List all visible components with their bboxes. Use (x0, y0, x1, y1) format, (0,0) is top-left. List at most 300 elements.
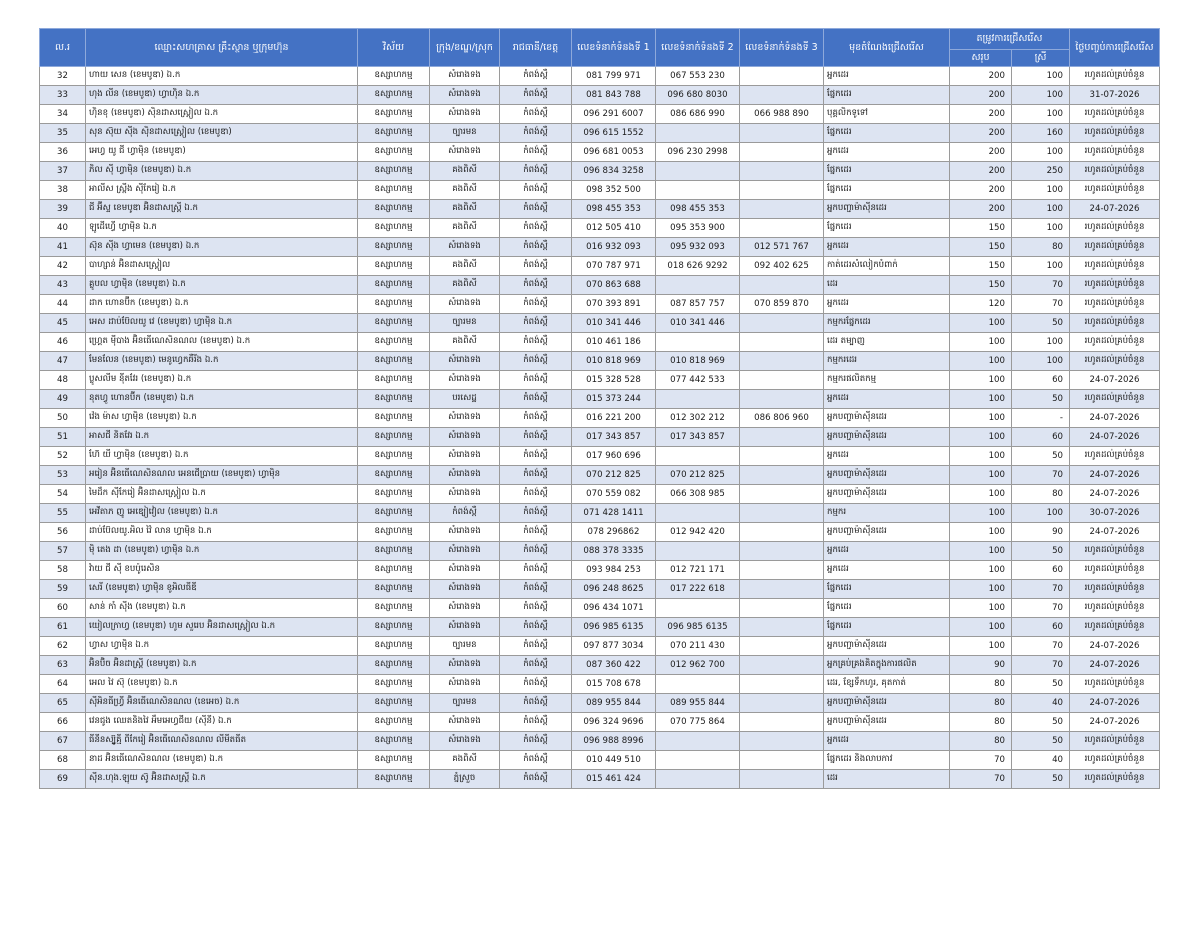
row-number-cell: 36 (40, 143, 86, 162)
row-number-cell: 48 (40, 371, 86, 390)
sector-cell: ឧស្សាហកម្ម (358, 428, 430, 447)
phone1-cell: 096 681 0053 (572, 143, 656, 162)
header-no: ល.រ (40, 29, 86, 67)
district-cell: សំរោងទង (430, 713, 500, 732)
phone2-cell: 096 680 8030 (656, 86, 740, 105)
phone2-cell (656, 162, 740, 181)
female-count-cell: 100 (1012, 504, 1070, 523)
female-count-cell: 50 (1012, 390, 1070, 409)
phone3-cell (740, 143, 824, 162)
phone2-cell: 012 721 171 (656, 561, 740, 580)
phone2-cell (656, 542, 740, 561)
total-count-cell: 200 (950, 105, 1012, 124)
row-number-cell: 55 (40, 504, 86, 523)
province-cell: កំពង់ស្ពឺ (500, 105, 572, 124)
phone2-cell (656, 181, 740, 200)
phone1-cell: 016 932 093 (572, 238, 656, 257)
deadline-cell: រហូតដល់គ្រប់ចំនួន (1070, 257, 1160, 276)
company-name-cell: ហាយ សេន (ខេមបូឌា) ឯ.ក (86, 67, 358, 86)
position-cell: កាត់ដេរសំលៀកបំពាក់ (824, 257, 950, 276)
company-name-cell: អេវីតាភ ញូ អេឌ្យៀវៀល (ខេមបូឌា) ឯ.ក (86, 504, 358, 523)
female-count-cell: 100 (1012, 143, 1070, 162)
company-name-cell: ដាប់ប៊ែលយូ.អិល វ៉ៃ លាន ហ្វាម៉ិន ឯ.ក (86, 523, 358, 542)
phone3-cell (740, 561, 824, 580)
province-cell: កំពង់ស្ពឺ (500, 599, 572, 618)
province-cell: កំពង់ស្ពឺ (500, 542, 572, 561)
company-name-cell: អរៀន អ៊ិនធើណេសិនណល អេនជើប្រាយ (ខេមបូឌា) ហ្វាម៉ិន (86, 466, 358, 485)
position-cell: កម្មករ (824, 504, 950, 523)
header-female: ស្រី (1012, 50, 1070, 67)
row-number-cell: 49 (40, 390, 86, 409)
position-cell: អ្នកដេរ (824, 447, 950, 466)
table-row (40, 409, 1160, 428)
sector-cell: ឧស្សាហកម្ម (358, 694, 430, 713)
deadline-cell: 31-07-2026 (1070, 86, 1160, 105)
phone3-cell (740, 713, 824, 732)
row-number-cell: 60 (40, 599, 86, 618)
table-row (40, 485, 1160, 504)
phone2-cell: 096 985 6135 (656, 618, 740, 637)
position-cell: អ្នកដេរ (824, 67, 950, 86)
sector-cell: ឧស្សាហកម្ម (358, 86, 430, 105)
phone1-cell: 093 984 253 (572, 561, 656, 580)
total-count-cell: 100 (950, 523, 1012, 542)
header-phone1: លេខទំនាក់ទំនងទី 1 (572, 29, 656, 67)
sector-cell: ឧស្សាហកម្ម (358, 162, 430, 181)
phone2-cell: 070 212 825 (656, 466, 740, 485)
company-name-cell: អាលីស ស្ព្រីង ស៊ីកែរៀ ឯ.ក (86, 181, 358, 200)
company-name-cell: អេស ដាប់ប៊ែលយូ វេ (ខេមបូឌា) ហ្វាម៉ិន ឯ.ក (86, 314, 358, 333)
deadline-cell: រហូតដល់គ្រប់ចំនួន (1070, 181, 1160, 200)
deadline-cell: រហូតដល់គ្រប់ចំនួន (1070, 238, 1160, 257)
district-cell: ច្បារមន (430, 314, 500, 333)
sector-cell: ឧស្សាហកម្ម (358, 143, 430, 162)
province-cell: កំពង់ស្ពឺ (500, 86, 572, 105)
deadline-cell: 24-07-2026 (1070, 523, 1160, 542)
row-number-cell: 50 (40, 409, 86, 428)
row-number-cell: 37 (40, 162, 86, 181)
phone3-cell (740, 523, 824, 542)
district-cell: សំរោងទង (430, 656, 500, 675)
district-cell: សំរោងទង (430, 618, 500, 637)
company-name-cell: សាន់ កាំ ស៊ីង (ខេមបូឌា) ឯ.ក (86, 599, 358, 618)
deadline-cell: រហូតដល់គ្រប់ចំនួន (1070, 580, 1160, 599)
district-cell: សំរោងទង (430, 295, 500, 314)
district-cell: ភ្នំស្រួច (430, 770, 500, 789)
phone3-cell (740, 637, 824, 656)
province-cell: កំពង់ស្ពឺ (500, 257, 572, 276)
phone2-cell: 086 686 990 (656, 105, 740, 124)
phone2-cell: 066 308 985 (656, 485, 740, 504)
phone1-cell: 098 352 500 (572, 181, 656, 200)
table-row (40, 333, 1160, 352)
row-number-cell: 68 (40, 751, 86, 770)
province-cell: កំពង់ស្ពឺ (500, 637, 572, 656)
company-name-cell: អ៊ិនប៊ិច អ៊ិនដាស្ត្រី (ខេមបូឌា) ឯ.ក (86, 656, 358, 675)
phone2-cell: 012 302 212 (656, 409, 740, 428)
phone2-cell (656, 732, 740, 751)
table-row (40, 466, 1160, 485)
deadline-cell: 24-07-2026 (1070, 466, 1160, 485)
row-number-cell: 65 (40, 694, 86, 713)
row-number-cell: 35 (40, 124, 86, 143)
female-count-cell: 40 (1012, 751, 1070, 770)
female-count-cell: 80 (1012, 238, 1070, 257)
phone2-cell (656, 333, 740, 352)
district-cell: សំរោងទង (430, 352, 500, 371)
phone1-cell: 015 373 244 (572, 390, 656, 409)
phone2-cell (656, 276, 740, 295)
header-company: ឈ្មោះសហគ្រាស គ្រឹះស្ថាន ឬក្រុមហ៊ុន (86, 29, 358, 67)
position-cell: អ្នកបញ្ជាម៉ាស៊ីនដេរ (824, 200, 950, 219)
phone2-cell: 010 341 446 (656, 314, 740, 333)
deadline-cell: រហូតដល់គ្រប់ចំនួន (1070, 542, 1160, 561)
deadline-cell: រហូតដល់គ្រប់ចំនួន (1070, 143, 1160, 162)
total-count-cell: 100 (950, 371, 1012, 390)
row-number-cell: 66 (40, 713, 86, 732)
phone1-cell: 088 378 3335 (572, 542, 656, 561)
female-count-cell: 70 (1012, 295, 1070, 314)
total-count-cell: 100 (950, 618, 1012, 637)
sector-cell: ឧស្សាហកម្ម (358, 371, 430, 390)
recruitment-table (39, 28, 1160, 789)
phone3-cell (740, 618, 824, 637)
phone3-cell (740, 276, 824, 295)
sector-cell: ឧស្សាហកម្ម (358, 276, 430, 295)
position-cell: ផ្នែកដេរ (824, 124, 950, 143)
company-name-cell: គ្លូបល ហ្វាម៉ិន (ខេមបូឌា) ឯ.ក (86, 276, 358, 295)
row-number-cell: 61 (40, 618, 86, 637)
table-row (40, 751, 1160, 770)
position-cell: ផ្នែកដេរ (824, 618, 950, 637)
table-row (40, 542, 1160, 561)
phone1-cell: 070 393 891 (572, 295, 656, 314)
total-count-cell: 100 (950, 599, 1012, 618)
company-name-cell: នាដ អ៊ិនធើណេសិនណល (ខេមបូឌា) ឯ.ក (86, 751, 358, 770)
deadline-cell: 24-07-2026 (1070, 637, 1160, 656)
phone2-cell (656, 124, 740, 143)
table-row (40, 561, 1160, 580)
total-count-cell: 100 (950, 428, 1012, 447)
deadline-cell: រហូតដល់គ្រប់ចំនួន (1070, 105, 1160, 124)
sector-cell: ឧស្សាហកម្ម (358, 257, 430, 276)
deadline-cell: រហូតដល់គ្រប់ចំនួន (1070, 561, 1160, 580)
phone2-cell (656, 504, 740, 523)
table-row (40, 181, 1160, 200)
table-row (40, 675, 1160, 694)
row-number-cell: 59 (40, 580, 86, 599)
phone2-cell (656, 675, 740, 694)
total-count-cell: 100 (950, 447, 1012, 466)
total-count-cell: 70 (950, 770, 1012, 789)
phone3-cell (740, 732, 824, 751)
sector-cell: ឧស្សាហកម្ម (358, 732, 430, 751)
phone3-cell (740, 219, 824, 238)
deadline-cell: រហូតដល់គ្រប់ចំនួន (1070, 599, 1160, 618)
sector-cell: ឧស្សាហកម្ម (358, 675, 430, 694)
district-cell: សំរោងទង (430, 561, 500, 580)
sector-cell: ឧស្សាហកម្ម (358, 656, 430, 675)
deadline-cell: រហូតដល់គ្រប់ចំនួន (1070, 352, 1160, 371)
company-name-cell: ស៊ីន.ហុង.ឡុយ ស៊ូ អ៊ិនដាសស្ត្រី ឯ.ក (86, 770, 358, 789)
company-name-cell: នុតហ្វូ ហោនប៊ីក (ខេមបូឌា) ឯ.ក (86, 390, 358, 409)
district-cell: ច្បារមន (430, 694, 500, 713)
sector-cell: ឧស្សាហកម្ម (358, 105, 430, 124)
female-count-cell: 100 (1012, 200, 1070, 219)
phone3-cell (740, 466, 824, 485)
female-count-cell: 100 (1012, 105, 1070, 124)
province-cell: កំពង់ស្ពឺ (500, 390, 572, 409)
province-cell: កំពង់ស្ពឺ (500, 675, 572, 694)
phone3-cell: 086 806 960 (740, 409, 824, 428)
phone1-cell: 070 559 082 (572, 485, 656, 504)
position-cell: អ្នកបញ្ជាម៉ាស៊ីនដេរ (824, 637, 950, 656)
sector-cell: ឧស្សាហកម្ម (358, 618, 430, 637)
female-count-cell: 50 (1012, 732, 1070, 751)
phone3-cell (740, 390, 824, 409)
company-name-cell: សេរី (ខេមបូឌា) ហ្វាម៉ិន ខូអិលធីឌី (86, 580, 358, 599)
deadline-cell: 24-07-2026 (1070, 656, 1160, 675)
deadline-cell: រហូតដល់គ្រប់ចំនួន (1070, 447, 1160, 466)
position-cell: អ្នកដេរ (824, 542, 950, 561)
total-count-cell: 100 (950, 333, 1012, 352)
sector-cell: ឧស្សាហកម្ម (358, 542, 430, 561)
deadline-cell: 24-07-2026 (1070, 485, 1160, 504)
phone3-cell (740, 162, 824, 181)
phone3-cell (740, 352, 824, 371)
phone1-cell: 017 343 857 (572, 428, 656, 447)
position-cell: អ្នកបញ្ជាម៉ាស៊ីនដេរ (824, 523, 950, 542)
phone2-cell: 070 775 864 (656, 713, 740, 732)
header-phone2: លេខទំនាក់ទំនងទី 2 (656, 29, 740, 67)
sector-cell: ឧស្សាហកម្ម (358, 200, 430, 219)
row-number-cell: 33 (40, 86, 86, 105)
table-row (40, 371, 1160, 390)
table-row (40, 390, 1160, 409)
phone2-cell (656, 751, 740, 770)
position-cell: អ្នកគ្រប់គ្រងគិតក្នុងការផលិត (824, 656, 950, 675)
phone1-cell: 096 985 6135 (572, 618, 656, 637)
sector-cell: ឧស្សាហកម្ម (358, 580, 430, 599)
header-position: មុខតំណែងជ្រើសរើស (824, 29, 950, 67)
phone3-cell (740, 181, 824, 200)
phone3-cell (740, 694, 824, 713)
deadline-cell: 24-07-2026 (1070, 409, 1160, 428)
district-cell: សំរោងទង (430, 485, 500, 504)
company-name-cell: ភិល ស៊ី ហ្វាម៉ិន (ខេមបូឌា) ឯ.ក (86, 162, 358, 181)
row-number-cell: 40 (40, 219, 86, 238)
deadline-cell: រហូតដល់គ្រប់ចំនួន (1070, 162, 1160, 181)
company-name-cell: ស៊ុន ស៊ីង ហ្វាមេន (ខេមបូឌា) ឯ.ក (86, 238, 358, 257)
female-count-cell: 60 (1012, 428, 1070, 447)
position-cell: ផ្នែកដេរ (824, 181, 950, 200)
row-number-cell: 67 (40, 732, 86, 751)
company-name-cell: ហ្គ្រេត ម៉ីបាង អ៊ិនធើណេសិនណល (ខេមបូឌា) ឯ.ក (86, 333, 358, 352)
position-cell: កម្មករផ្នែកដេរ (824, 314, 950, 333)
district-cell: សំរោងទង (430, 675, 500, 694)
female-count-cell: 60 (1012, 561, 1070, 580)
company-name-cell: ឡូដើហ្វើ ហ្វាម៉ិន ឯ.ក (86, 219, 358, 238)
sector-cell: ឧស្សាហកម្ម (358, 314, 430, 333)
phone1-cell: 017 960 696 (572, 447, 656, 466)
phone2-cell: 087 857 757 (656, 295, 740, 314)
female-count-cell: 100 (1012, 181, 1070, 200)
position-cell: អ្នកបញ្ជាម៉ាស៊ីនដេរ (824, 713, 950, 732)
position-cell: ផ្នែកដេរ (824, 162, 950, 181)
province-cell: កំពង់ស្ពឺ (500, 732, 572, 751)
position-cell: អ្នកដេរ (824, 238, 950, 257)
female-count-cell: - (1012, 409, 1070, 428)
total-count-cell: 90 (950, 656, 1012, 675)
female-count-cell: 100 (1012, 333, 1070, 352)
deadline-cell: រហូតដល់គ្រប់ចំនួន (1070, 295, 1160, 314)
phone2-cell: 095 932 093 (656, 238, 740, 257)
province-cell: កំពង់ស្ពឺ (500, 238, 572, 257)
province-cell: កំពង់ស្ពឺ (500, 181, 572, 200)
row-number-cell: 56 (40, 523, 86, 542)
table-row (40, 637, 1160, 656)
phone3-cell (740, 751, 824, 770)
total-count-cell: 120 (950, 295, 1012, 314)
position-cell: អ្នកដេរ (824, 561, 950, 580)
row-number-cell: 32 (40, 67, 86, 86)
province-cell: កំពង់ស្ពឺ (500, 314, 572, 333)
company-name-cell: ប្លូសលីម ន៉ីតវែរ (ខេមបូឌា) ឯ.ក (86, 371, 358, 390)
female-count-cell: 50 (1012, 314, 1070, 333)
total-count-cell: 100 (950, 390, 1012, 409)
province-cell: កំពង់ស្ពឺ (500, 276, 572, 295)
district-cell: សំរោងទង (430, 599, 500, 618)
province-cell: កំពង់ស្ពឺ (500, 485, 572, 504)
position-cell: ដេរ (824, 276, 950, 295)
deadline-cell: 30-07-2026 (1070, 504, 1160, 523)
female-count-cell: 70 (1012, 580, 1070, 599)
deadline-cell: រហូតដល់គ្រប់ចំនួន (1070, 67, 1160, 86)
district-cell: បរសេដ្ឋ (430, 390, 500, 409)
province-cell: កំពង់ស្ពឺ (500, 504, 572, 523)
district-cell: គងពិសី (430, 181, 500, 200)
phone3-cell: 066 988 890 (740, 105, 824, 124)
female-count-cell: 50 (1012, 770, 1070, 789)
phone3-cell (740, 580, 824, 599)
total-count-cell: 150 (950, 238, 1012, 257)
table-row (40, 276, 1160, 295)
table-row (40, 219, 1160, 238)
deadline-cell: 24-07-2026 (1070, 371, 1160, 390)
position-cell: អ្នកបញ្ជាម៉ាស៊ីនដេរ (824, 466, 950, 485)
province-cell: កំពង់ស្ពឺ (500, 371, 572, 390)
position-cell: ផ្នែកដេរ និងលាបកាវ (824, 751, 950, 770)
phone1-cell: 012 505 410 (572, 219, 656, 238)
row-number-cell: 63 (40, 656, 86, 675)
female-count-cell: 80 (1012, 485, 1070, 504)
district-cell: ច្បារមន (430, 637, 500, 656)
table-row (40, 314, 1160, 333)
district-cell: សំរោងទង (430, 466, 500, 485)
district-cell: សំរោងទង (430, 542, 500, 561)
district-cell: សំរោងទង (430, 732, 500, 751)
phone2-cell: 095 353 900 (656, 219, 740, 238)
total-count-cell: 100 (950, 580, 1012, 599)
deadline-cell: 24-07-2026 (1070, 713, 1160, 732)
phone3-cell (740, 675, 824, 694)
table-row (40, 618, 1160, 637)
total-count-cell: 80 (950, 713, 1012, 732)
sector-cell: ឧស្សាហកម្ម (358, 599, 430, 618)
female-count-cell: 70 (1012, 599, 1070, 618)
phone1-cell: 096 834 3258 (572, 162, 656, 181)
phone1-cell: 081 799 971 (572, 67, 656, 86)
female-count-cell: 60 (1012, 618, 1070, 637)
row-number-cell: 42 (40, 257, 86, 276)
female-count-cell: 100 (1012, 219, 1070, 238)
position-cell: ផ្នែកដេរ (824, 86, 950, 105)
district-cell: សំរោងទង (430, 447, 500, 466)
table-row (40, 67, 1160, 86)
female-count-cell: 250 (1012, 162, 1070, 181)
table-row (40, 143, 1160, 162)
row-number-cell: 64 (40, 675, 86, 694)
phone3-cell (740, 67, 824, 86)
position-cell: ផ្នែកដេរ (824, 219, 950, 238)
phone3-cell: 012 571 767 (740, 238, 824, 257)
district-cell: សំរោងទង (430, 105, 500, 124)
female-count-cell: 160 (1012, 124, 1070, 143)
phone1-cell: 098 455 353 (572, 200, 656, 219)
province-cell: កំពង់ស្ពឺ (500, 466, 572, 485)
position-cell: ផ្នែកដេរ (824, 599, 950, 618)
phone3-cell (740, 770, 824, 789)
province-cell: កំពង់ស្ពឺ (500, 447, 572, 466)
table-row (40, 105, 1160, 124)
phone3-cell (740, 333, 824, 352)
phone2-cell: 012 942 420 (656, 523, 740, 542)
total-count-cell: 100 (950, 409, 1012, 428)
province-cell: កំពង់ស្ពឺ (500, 124, 572, 143)
province-cell: កំពង់ស្ពឺ (500, 580, 572, 599)
sector-cell: ឧស្សាហកម្ម (358, 466, 430, 485)
position-cell: ដេរ, ខ្សែទឹកហូរ, គុតកាត់ (824, 675, 950, 694)
district-cell: សំរោងទង (430, 143, 500, 162)
row-number-cell: 39 (40, 200, 86, 219)
phone1-cell: 097 877 3034 (572, 637, 656, 656)
district-cell: ច្បារមន (430, 124, 500, 143)
district-cell: សំរោងទង (430, 428, 500, 447)
district-cell: គងពិសី (430, 276, 500, 295)
female-count-cell: 70 (1012, 637, 1070, 656)
deadline-cell: រហូតដល់គ្រប់ចំនួន (1070, 124, 1160, 143)
company-name-cell: វ៉ាយ ជី ស៊ី ខបប៉ូរេសិន (86, 561, 358, 580)
table-header (40, 29, 1160, 67)
sector-cell: ឧស្សាហកម្ម (358, 561, 430, 580)
phone1-cell: 071 428 1411 (572, 504, 656, 523)
province-cell: កំពង់ស្ពឺ (500, 561, 572, 580)
table-row (40, 428, 1160, 447)
position-cell: អ្នកដេរ (824, 732, 950, 751)
phone1-cell: 016 221 200 (572, 409, 656, 428)
total-count-cell: 150 (950, 276, 1012, 295)
table-row (40, 580, 1160, 599)
row-number-cell: 45 (40, 314, 86, 333)
female-count-cell: 60 (1012, 371, 1070, 390)
district-cell: សំរោងទង (430, 523, 500, 542)
position-cell: ដេរ តម្បាញ (824, 333, 950, 352)
phone1-cell: 078 296862 (572, 523, 656, 542)
province-cell: កំពង់ស្ពឺ (500, 428, 572, 447)
deadline-cell: រហូតដល់គ្រប់ចំនួន (1070, 618, 1160, 637)
deadline-cell: រហូតដល់គ្រប់ចំនួន (1070, 219, 1160, 238)
female-count-cell: 100 (1012, 67, 1070, 86)
